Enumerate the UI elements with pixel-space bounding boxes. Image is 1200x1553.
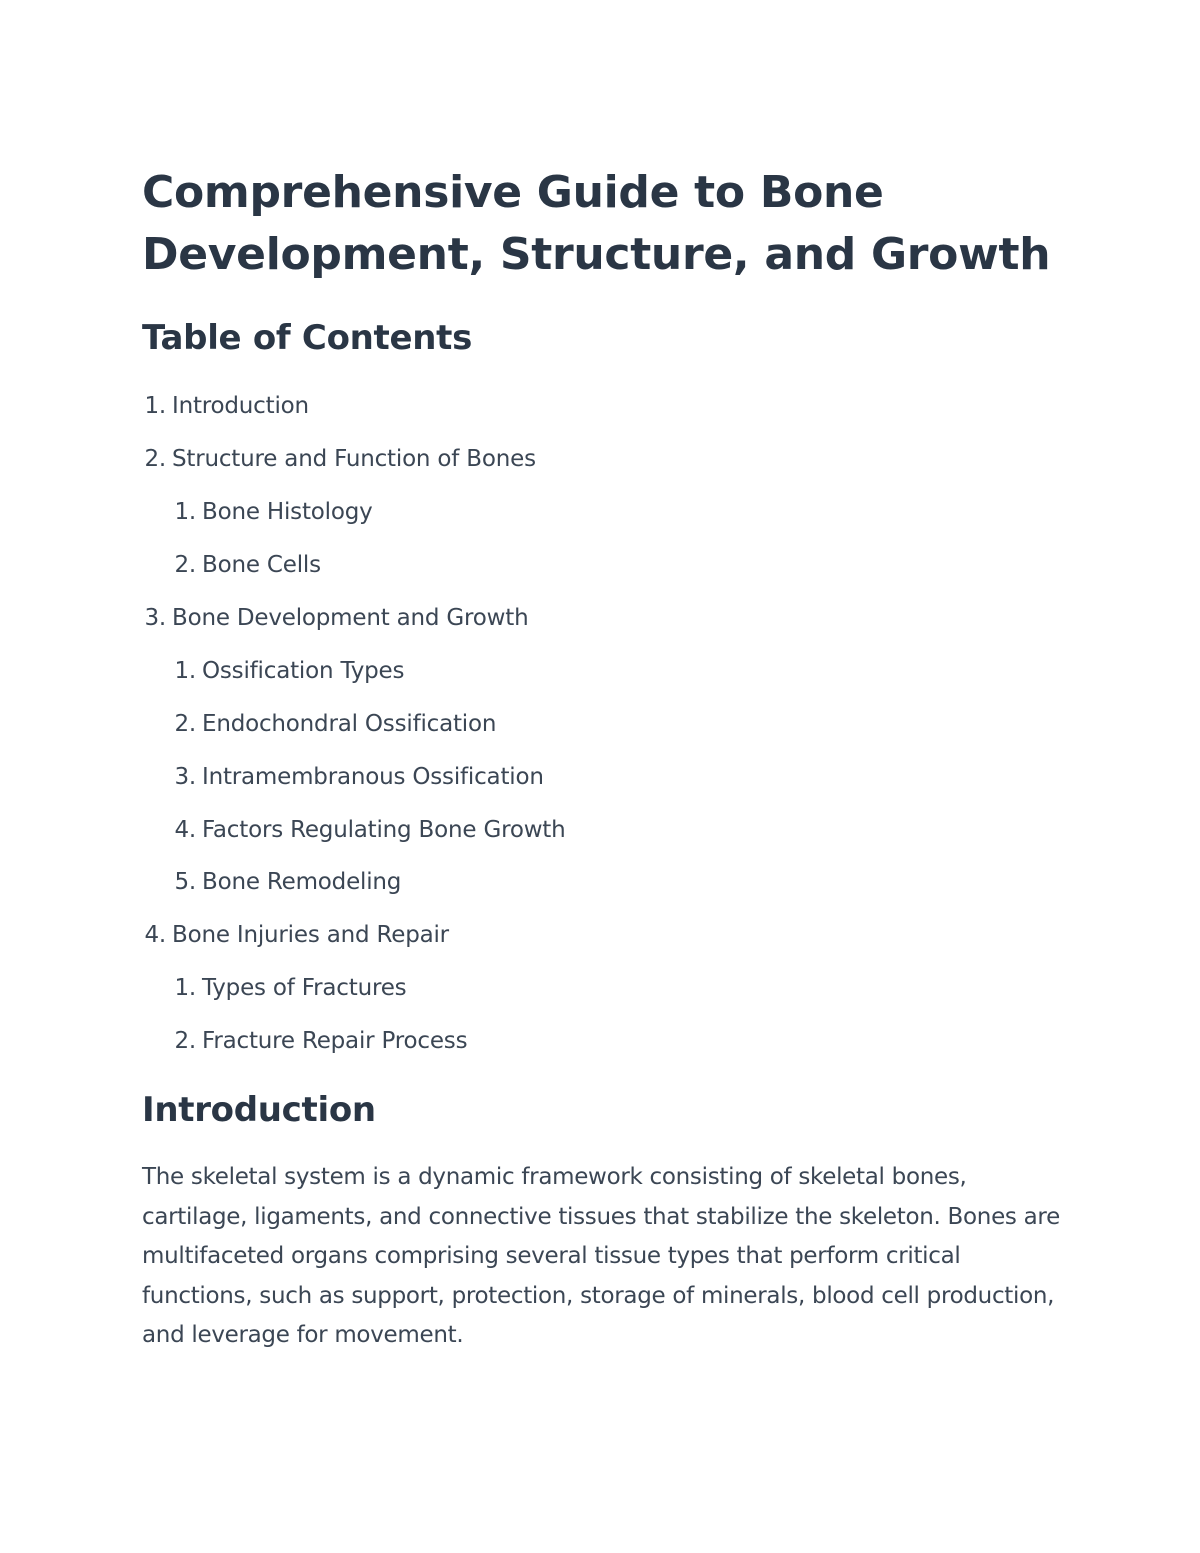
toc-item-number: 1. — [144, 393, 166, 420]
toc-subitem[interactable] — [142, 856, 1042, 909]
toc-item-label: Ossification Types — [202, 657, 405, 684]
toc-item-label: Structure and Function of Bones — [172, 446, 536, 473]
toc-item-number: 4. — [174, 816, 196, 843]
toc-item[interactable] — [142, 433, 1042, 486]
toc-item-number: 2. — [174, 1028, 196, 1055]
toc-item-label: Types of Fractures — [202, 975, 407, 1002]
toc-item-number: 2. — [174, 710, 196, 737]
toc-item-number: 2. — [144, 446, 166, 473]
toc-item-label: Bone Histology — [202, 499, 373, 526]
toc-item-number: 3. — [174, 763, 196, 790]
toc-heading: Table of Contents — [142, 318, 473, 358]
toc-item[interactable] — [142, 592, 1042, 645]
toc-item-label: Bone Remodeling — [202, 869, 402, 896]
toc-item-number: 2. — [174, 552, 196, 579]
document-title: Comprehensive Guide to Bone Development, Structure, and Growth — [142, 167, 1051, 280]
toc-item-label: Factors Regulating Bone Growth — [202, 816, 566, 843]
toc-item-number: 1. — [174, 657, 196, 684]
toc-subitem[interactable] — [142, 539, 1042, 592]
toc-item-number: 4. — [144, 922, 166, 949]
introduction-heading: Introduction — [142, 1090, 376, 1130]
toc-item-label: Bone Cells — [202, 552, 321, 579]
toc-item-number: 1. — [174, 499, 196, 526]
toc-subitem[interactable] — [142, 697, 1042, 750]
toc-item-label: Introduction — [172, 393, 309, 420]
toc-subitem[interactable] — [142, 1015, 1042, 1068]
toc-item-label: Fracture Repair Process — [202, 1028, 468, 1055]
toc-item-label: Bone Development and Growth — [172, 605, 529, 631]
toc-item-label: Bone Injuries and Repair — [172, 922, 449, 949]
toc-subitem[interactable] — [142, 962, 1042, 1015]
toc-item-number: 3. — [144, 605, 166, 631]
table-of-contents — [142, 380, 1042, 1068]
toc-subitem[interactable] — [142, 803, 1042, 856]
introduction-paragraph: The skeletal system is a dynamic framework consisting of skeletal bones, cartilage, ligaments, and connective tissues that stabilize the skeleton. Bones are multifaceted organs comprising several tissue types that perform critical functions, such as support, protection, storage of minerals, blood cell production, and leverage for movement. — [142, 1164, 1060, 1348]
toc-item-label: Endochondral Ossification — [202, 710, 497, 737]
toc-item-number: 1. — [174, 975, 196, 1002]
toc-item[interactable] — [142, 380, 1042, 433]
toc-subitem[interactable] — [142, 644, 1042, 697]
toc-item[interactable] — [142, 909, 1042, 962]
toc-subitem[interactable] — [142, 750, 1042, 803]
toc-subitem[interactable] — [142, 486, 1042, 539]
toc-item-label: Intramembranous Ossification — [202, 763, 544, 790]
toc-item-number: 5. — [174, 869, 196, 896]
